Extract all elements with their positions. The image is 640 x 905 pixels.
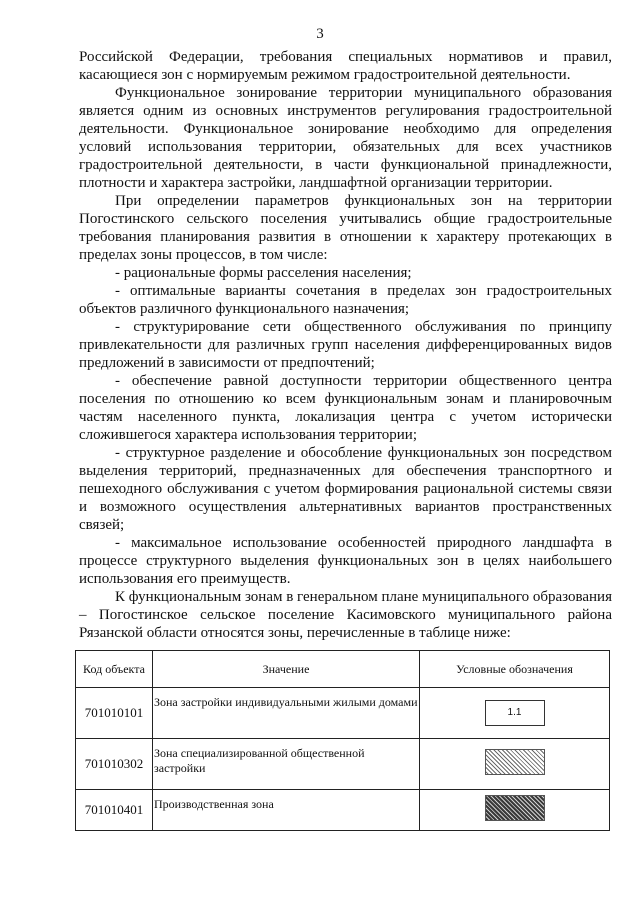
document-body [79, 48, 612, 642]
column-header-code: Код объекта [76, 651, 153, 688]
list-item: - структурирование сети общественного обслуживания по принципу привлекательности для различных групп населения дифференцированных видов предложений в зависимости от предпочтений; [79, 319, 612, 371]
dark-hatch-icon [485, 795, 545, 821]
table-row [76, 739, 610, 790]
object-code: 701010101 [76, 688, 153, 739]
symbol-cell [420, 739, 610, 790]
table-header-row [76, 651, 610, 688]
column-header-symbol: Условные обозначения [420, 651, 610, 688]
list-item: - максимальное использование особенностей природного ландшафта в процессе структурного выделения функциональных зон в целях наибольшего использования его преимуществ. [79, 535, 612, 587]
zone-name: Производственная зона [153, 790, 420, 831]
object-code: 701010401 [76, 790, 153, 831]
list-item: - обеспечение равной доступности территории общественного центра поселения по отношению ко всем функциональным зонам и планировочным частям населенного пункта, локализация центра с учетом исторически сложившегося характера использования территории; [79, 373, 612, 443]
column-header-value: Значение [153, 651, 420, 688]
list-item: - оптимальные варианты сочетания в пределах зон градостроительных объектов различного функционального назначения; [79, 283, 612, 317]
residential-zone-symbol: 1.1 [485, 700, 545, 726]
paragraph: Функциональное зонирование территории муниципального образования является одним из основных инструментов регулирования градостроительной деятельности. Функциональное зонирование необходимо для определения условий использования территории, обязательных для всех участников градостроительной деятельности, в части функциональной принадлежности, плотности и характера застройки, ландшафтной организации территории. [79, 85, 612, 191]
paragraph: Российской Федерации, требования специальных нормативов и правил, касающиеся зон с нормируемым режимом градостроительной деятельности. [79, 49, 612, 83]
page-number: 3 [316, 26, 324, 42]
list-item: - структурное разделение и обособление функциональных зон посредством выделения территорий, предназначенных для обеспечения транспортного и пешеходного обслуживания с учетом формирования рациональной системы связи и возможного осуществления альтернативных вариантов пространственных связей; [79, 445, 612, 533]
list-item: - рациональные формы расселения населения; [115, 265, 412, 281]
zone-name: Зона специализированной общественной застройки [153, 739, 420, 790]
zone-name: Зона застройки индивидуальными жилыми домами [153, 688, 420, 739]
table-row [76, 688, 610, 739]
object-code: 701010302 [76, 739, 153, 790]
symbol-cell [420, 688, 610, 739]
light-hatch-icon [485, 749, 545, 775]
paragraph: К функциональным зонам в генеральном плане муниципального образования – Погостинское сельское поселение Касимовского муниципального района Рязанской области относятся зоны, перечисленные в таблице ниже: [79, 589, 612, 641]
table-row [76, 790, 610, 831]
zones-table [75, 650, 610, 831]
symbol-cell [420, 790, 610, 831]
paragraph: При определении параметров функциональных зон на территории Погостинского сельского поселения учитывались общие градостроительные требования планирования развития в отношении к характеру протекающих в пределах зоны процессов, в том числе: [79, 193, 612, 263]
